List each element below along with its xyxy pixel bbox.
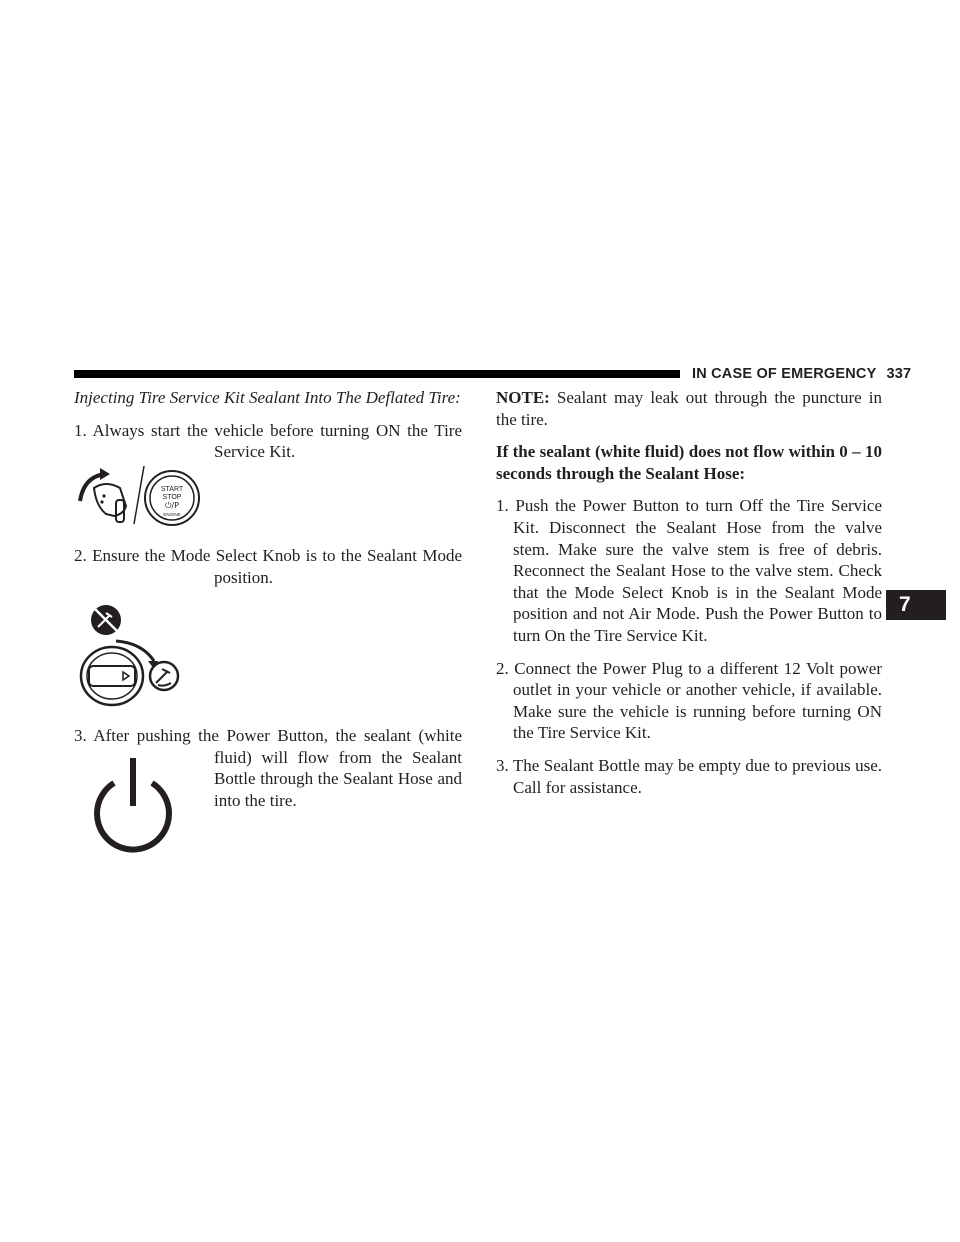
step-2-line-2: position.	[214, 567, 274, 587]
troubleshoot-item-2: 2. Connect the Power Plug to a different 12 Volt power outlet in your vehicle or another vehicle, if available. Make sure the vehicle is running before turning ON the Tire Service Kit.	[496, 658, 882, 743]
right-column	[496, 387, 882, 809]
start-label: START	[160, 486, 184, 493]
note-text: Sealant may leak out through the puncture in the tire.	[496, 388, 882, 429]
ignition-figure	[76, 466, 206, 532]
note	[496, 387, 882, 430]
troubleshoot-heading: If the sealant (white fluid) does not flow within 0 – 10 seconds through the Sealant Hose:	[496, 442, 882, 483]
troubleshoot-item-3: 3. The Sealant Bottle may be empty due to previous use. Call for assistance.	[496, 755, 882, 797]
start-stop-button-icon	[145, 471, 199, 525]
power-icon	[90, 756, 176, 858]
header-rule	[74, 370, 680, 378]
section-heading: Injecting Tire Service Kit Sealant Into The Deflated Tire:	[74, 388, 461, 407]
step-2-line-1: 2. Ensure the Mode Select Knob is to the Sealant Mode	[74, 546, 462, 565]
engine-label: ENGINE	[163, 512, 181, 517]
air-mode-crossed-icon	[91, 605, 121, 635]
chapter-tab: 7	[886, 590, 946, 620]
page-header	[692, 366, 911, 382]
key-icon	[94, 484, 126, 522]
step-3-line-2: fluid) will flow from the Sealant	[214, 747, 462, 767]
mode-select-knob-icon	[81, 647, 143, 705]
power-button-figure	[90, 756, 176, 858]
step-1-line-1: 1. Always start the vehicle before turning ON the Tire	[74, 420, 462, 440]
step-1	[74, 420, 462, 463]
troubleshoot-item-1: 1. Push the Power Button to turn Off the Tire Service Kit. Disconnect the Sealant Hose from the valve stem. Make sure the valve stem is free of debris. Reconnect the Sealant Hose to the valve stem. Check that the Mode Select Knob is in the Sealant Mode position and not Air Mode. Push the Power Button to turn On the Tire Service Kit.	[496, 496, 882, 645]
stop-label: STOP	[162, 494, 182, 501]
svg-text:⏻/P: ⏻/P	[165, 501, 179, 510]
section-title: IN CASE OF EMERGENCY	[692, 366, 877, 382]
mode-knob-figure	[76, 603, 202, 709]
step-3-line-3: Bottle through the Sealant Hose and	[214, 769, 462, 789]
step-3-line-4: into the tire.	[214, 790, 297, 810]
step-1-line-2: Service Kit.	[214, 442, 296, 462]
step-2	[74, 545, 462, 588]
step-3-line-1: 3. After pushing the Power Button, the sealant (white	[74, 726, 462, 745]
page-number: 337	[886, 366, 912, 382]
note-label: NOTE:	[496, 388, 550, 407]
sealant-mode-icon	[150, 662, 178, 690]
